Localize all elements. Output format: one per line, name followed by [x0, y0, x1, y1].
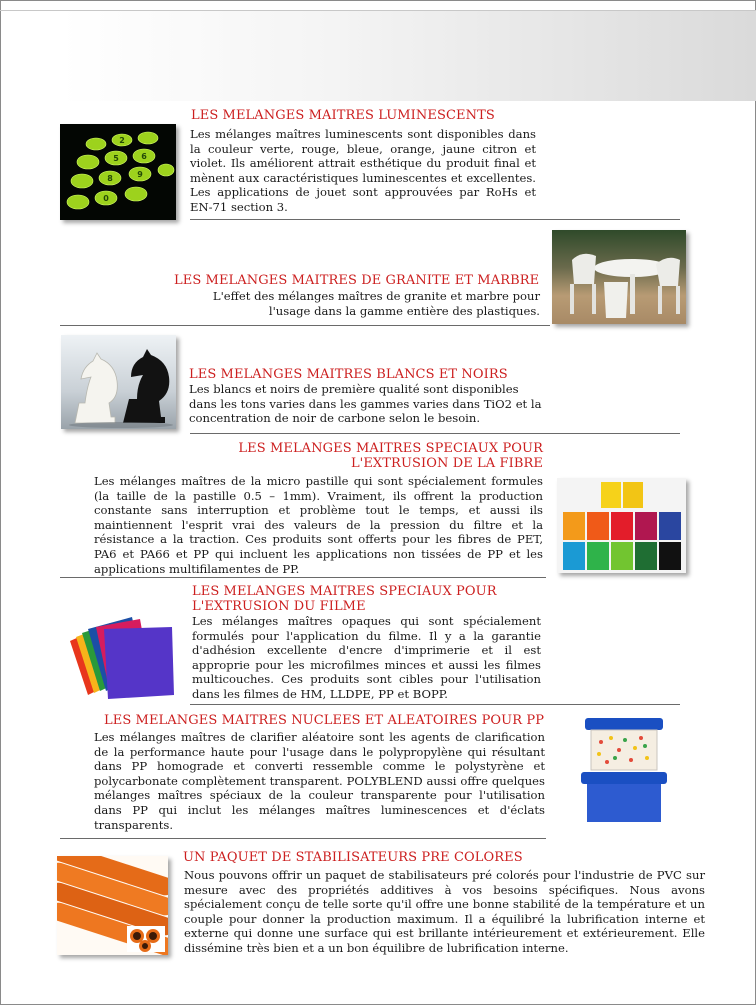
section-text-stabilizers: Nous pouvons offrir un paquet de stabilisateurs pré colorés pour l'industrie de PVC sur mesure avec des propriétés additives à vos besoins spécifiques. Nous avons spécialement conçu de telle sorte qu'il offre une bonne stabilité de la température et un couple pour donner la production maximum. Il a équilibré la lubrification interne et externe qui donne une surface qui est brillante intérieurement et extérieurement. Elle dissémine très bien et a un bon équilibre de lubrification interne. [184, 868, 705, 955]
section-divider [60, 838, 546, 839]
section-text-granite: L'effet des mélanges maîtres de granite et marbre pour l'usage dans la gamme entière des plastiques. [212, 289, 540, 318]
section-divider [190, 704, 680, 705]
section-title-black-white: LES MELANGES MAITRES BLANCS ET NOIRS [189, 367, 508, 382]
section-title-luminescent: LES MELANGES MAITRES LUMINESCENTS [191, 108, 495, 123]
section-text-film: Les mélanges maîtres opaques qui sont spécialement formulés pour l'application du filme. Il y a la garantie d'adhésion excellente d'encre d'imprimerie et il est approprie pour les microfilmes minces et aussi les filmes multicouches. Ces produits sont cibles pour l'utilisation dans les filmes de HM, LLDPE, PP et BOPP. [192, 614, 541, 701]
section-divider [60, 577, 546, 578]
thread-spools-photo [557, 478, 686, 573]
orange-pvc-pipes-photo [57, 856, 168, 955]
svg-text:2: 2 [119, 136, 125, 145]
section-title-stabilizers: UN PAQUET DE STABILISATEURS PRE COLORES [183, 850, 523, 865]
header-gradient-band [60, 11, 756, 101]
svg-text:5: 5 [113, 154, 119, 163]
white-garden-furniture-photo [552, 230, 686, 324]
section-text-black-white: Les blancs et noirs de première qualité sont disponibles dans les tons varies dans les gammes varies dans TiO2 et la concentration de noir de carbone selon le besoin. [189, 382, 542, 426]
colored-film-sheets-photo [66, 615, 179, 701]
section-title-film-line2: L'EXTRUSION DU FILME [192, 599, 366, 614]
chess-knights-photo [61, 335, 176, 429]
section-divider [190, 219, 680, 220]
plastic-containers-photo [561, 716, 687, 827]
section-title-fiber-line1: LES MELANGES MAITRES SPECIAUX POUR [238, 441, 543, 456]
section-title-nucleated: LES MELANGES MAITRES NUCLEES ET ALEATOIRES POUR PP [104, 713, 545, 728]
section-title-film-line1: LES MELANGES MAITRES SPECIAUX POUR [192, 584, 497, 599]
svg-text:0: 0 [103, 194, 109, 203]
svg-text:9: 9 [137, 170, 143, 179]
svg-text:6: 6 [141, 152, 147, 161]
section-title-granite: LES MELANGES MAITRES DE GRANITE ET MARBRE [174, 273, 540, 288]
section-text-nucleated: Les mélanges maîtres de clarifier aléatoire sont les agents de clarification de la performance haute pour l'usage dans le polypropylène qui résultant dans PP homograde et converti ressemble comme le polystyrène et polycarbonate complètement transparent. POLYBLEND aussi offre quelques mélanges maîtres spéciaux de la couleur transparente pour l'utilisation dans PP qui inclut les mélanges maîtres luminescences et d'éclats transparents. [94, 730, 545, 832]
section-text-luminescent: Les mélanges maîtres luminescents sont disponibles dans la couleur verte, rouge, bleue, orange, jaune citron et violet. Ils améliorent attrait esthétique du produit final et mènent aux caractéristiques luminescentes et excellentes. Les applications de jouet sont approuvées par RoHs et EN-71 section 3. [190, 127, 536, 214]
section-divider [190, 433, 680, 434]
section-title-fiber-line2: L'EXTRUSION DE LA FIBRE [350, 456, 543, 471]
section-divider [60, 325, 550, 326]
glowing-keypad-photo [60, 124, 176, 220]
svg-text:8: 8 [107, 174, 113, 183]
section-text-fiber: Les mélanges maîtres de la micro pastille qui sont spécialement formules (la taille de la pastille 0.5 – 1mm). Vraiment, ils offrent la production constante sans interruption et problème tout le temps, et aussi ils maintiennent l'esprit vrai des valeurs de la pression du filtre et la résistance a la traction. Ces produits sont offerts pour les fibres de PET, PA6 et PA66 et PP qui incluent les applications non tissées de PP et les applications multifilamentes de PP. [94, 474, 543, 576]
